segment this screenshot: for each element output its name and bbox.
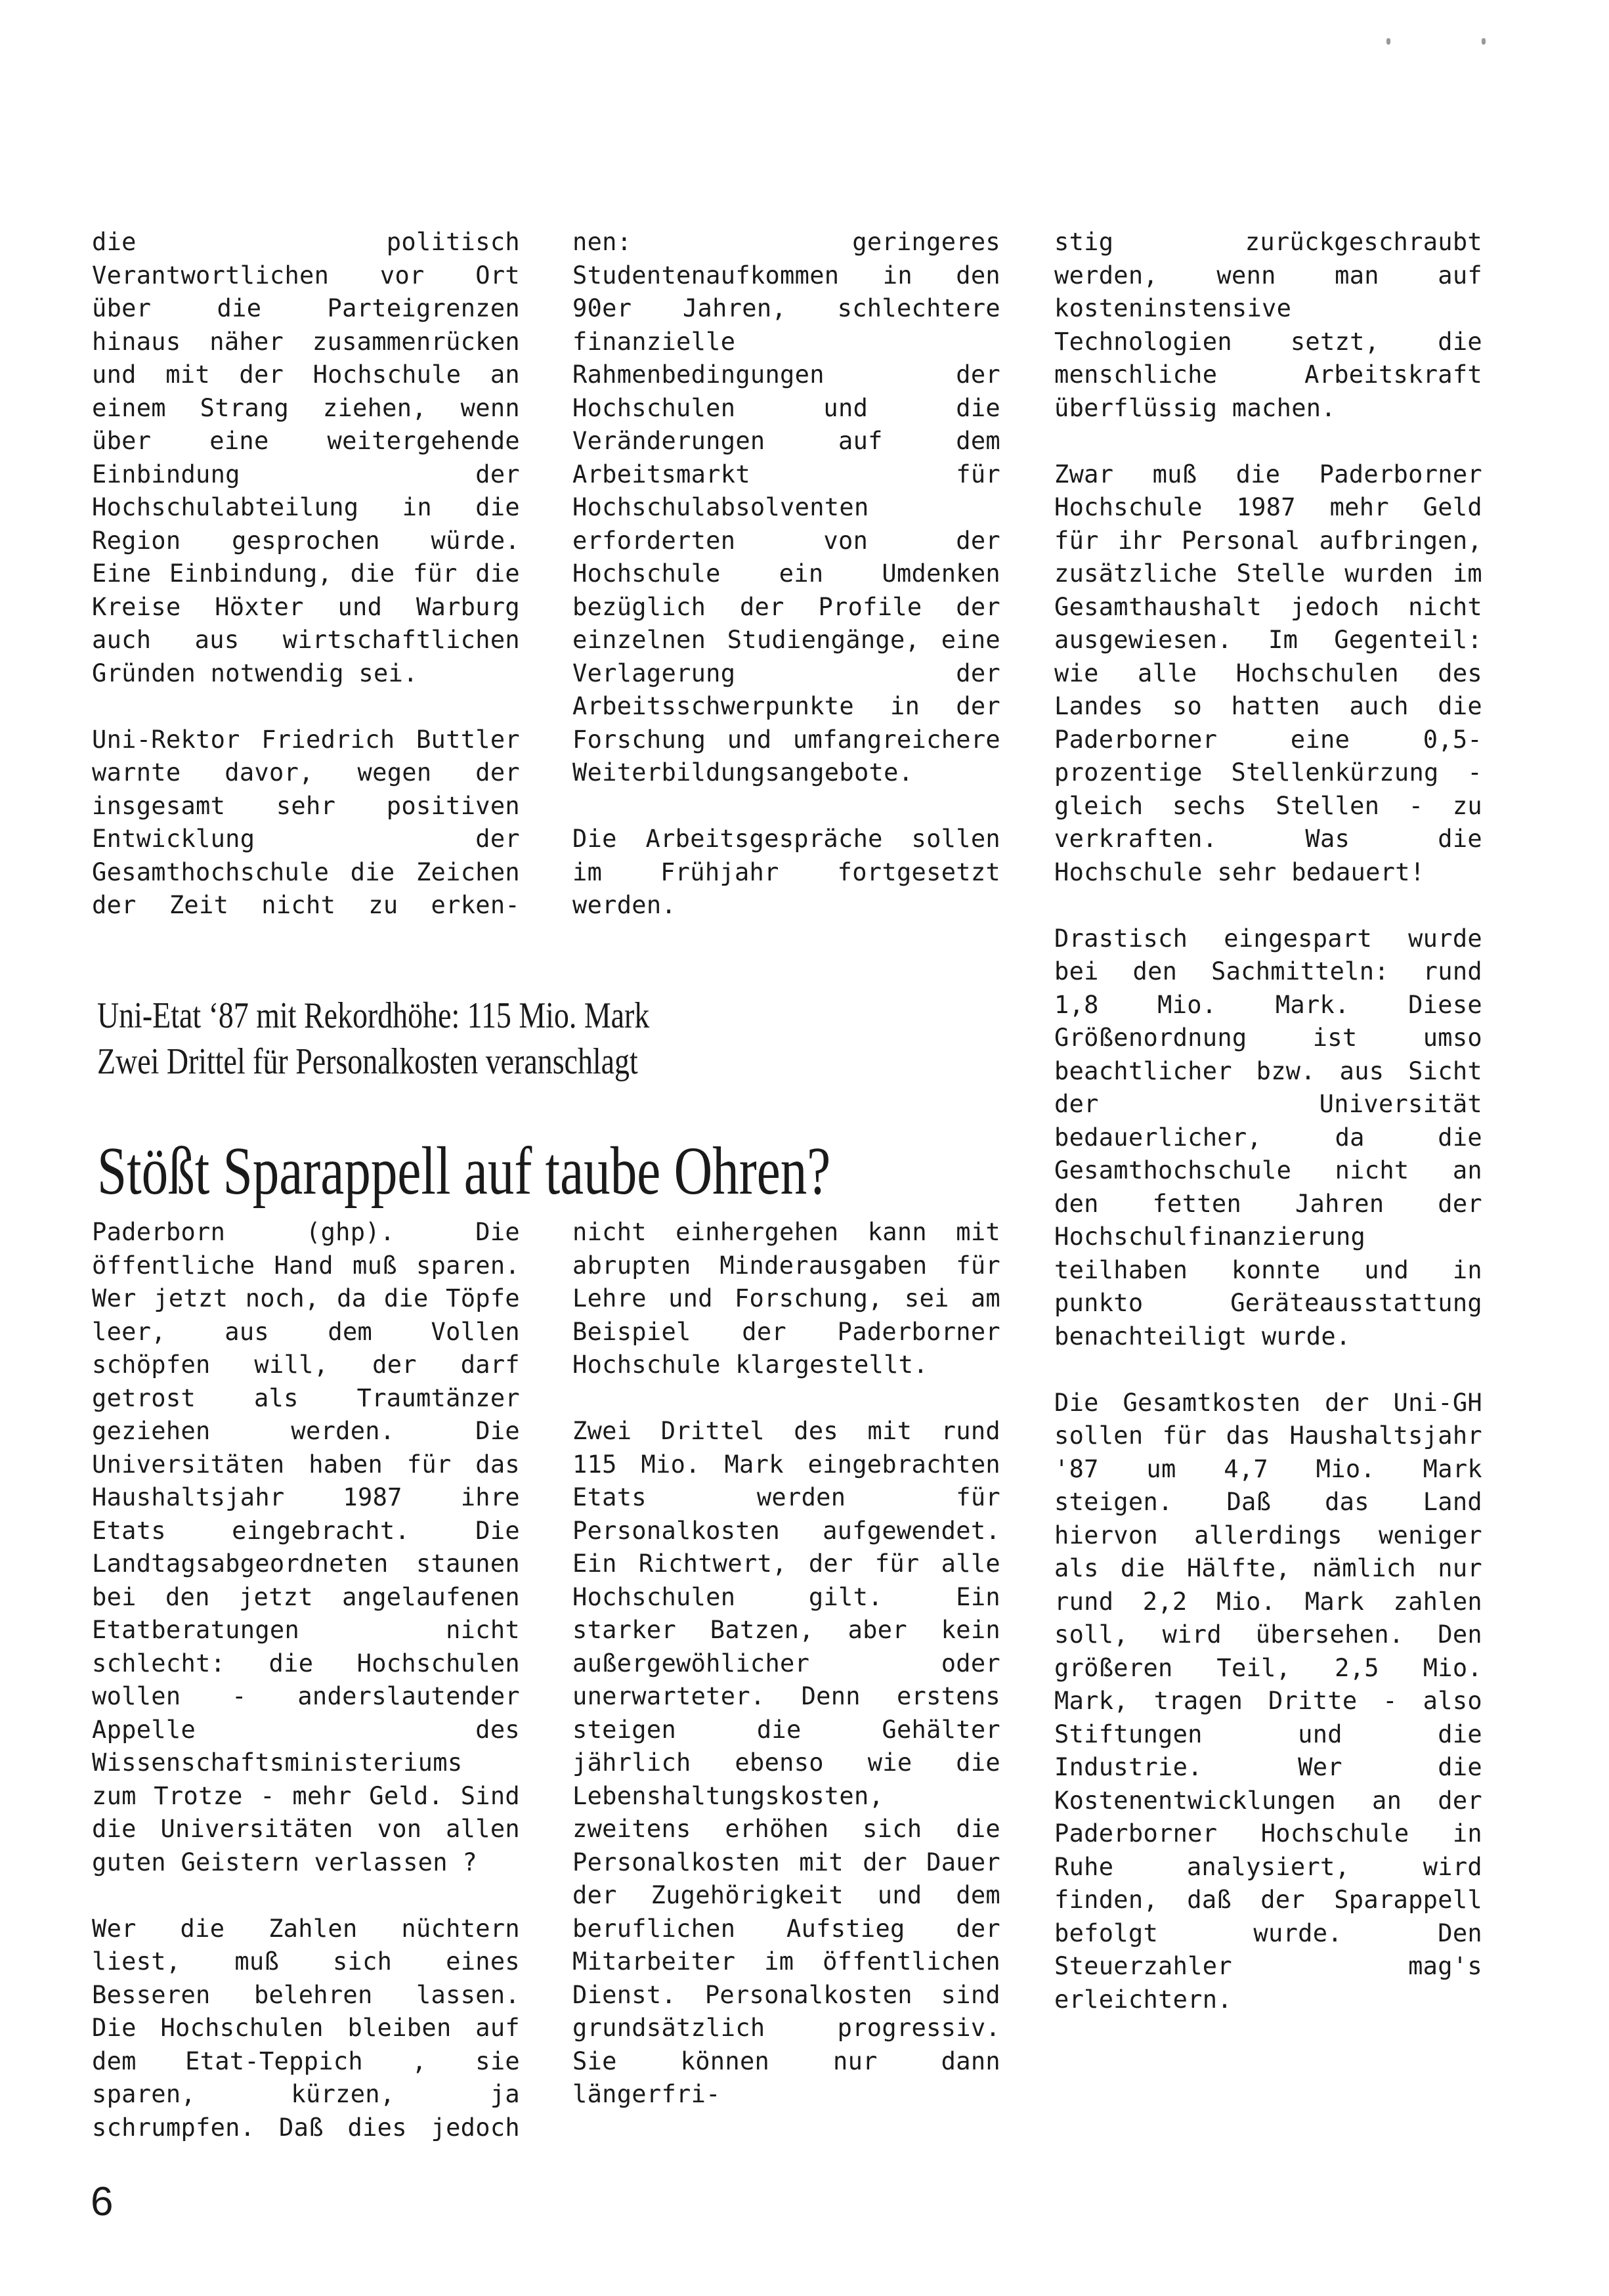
paragraph: Zwei Drittel des mit rund 115 Mio. Mark eingebrachten Etats werden für Personalkosten aufgewendet. Ein Richtwert, der für alle Hochschulen gilt. Ein starker Batzen, aber kein außergewöhlicher oder unerwarteter. Denn erstens steigen die Gehälter jährlich ebenso wie die Lebenshaltungskosten, zweitens erhöhen sich die Personalkosten mit der Dauer der Zugehörigkeit und dem beruflichen Aufstieg der Mitarbeiter im öffentlichen Dienst. Personalkosten sind grundsätzlich progressiv. Sie können nur dann längerfri- — [572, 1417, 1000, 2108]
scan-mark-1 — [1386, 38, 1390, 45]
paragraph: nen: geringeres Studentenaufkommen in den 90er Jahren, schlechtere finanzielle Rahmenbedingungen der Hochschulen und die Veränderungen auf dem Arbeitsmarkt für Hochschulabsolventen erforderten von der Hochschule ein Umdenken bezüglich der Profile der einzelnen Studiengänge, eine Verlagerung der Arbeitsschwerpunkte in der Forschung und umfangreichere Weiterbildungsangebote. — [572, 228, 1000, 787]
article-bottom-column-2 — [572, 1216, 1000, 2112]
paragraph: Uni-Rektor Friedrich Buttler warnte davor, wegen der insgesamt sehr positiven Entwicklung der Gesamthochschule die Zeichen der Zeit nicht zu erken- — [92, 725, 520, 919]
page-number: 6 — [91, 2179, 114, 2224]
paragraph: Die Arbeitsgespräche sollen im Frühjahr fortgesetzt werden. — [572, 825, 1000, 919]
paragraph: stig zurückgeschraubt werden, wenn man auf kosteninstensive Technologien setzt, die menschliche Arbeitskraft überflüssig machen. — [1054, 228, 1482, 422]
article-top-column-3 — [1054, 226, 1482, 2016]
article-top-column-1 — [92, 226, 520, 922]
article-bottom-column-1 — [92, 1216, 520, 2144]
paragraph: Drastisch eingespart wurde bei den Sachmitteln: rund 1,8 Mio. Mark. Diese Größenordnung ist umso beachtlicher bzw. aus Sicht der Universität bedauerlicher, da die Gesamthochschule nicht an den fetten Jahren der Hochschulfinanzierung teilhaben konnte und in punkto Geräteausstattung benachteiligt wurde. — [1054, 924, 1482, 1351]
headline-subtitle-2: Zwei Drittel für Personalkosten veranschlagt — [97, 1041, 638, 1082]
paragraph: die politisch Verantwortlichen vor Ort über die Parteigrenzen hinaus näher zusammenrücken und mit der Hochschule an einem Strang ziehen, wenn über eine weitergehende Einbindung der Hochschulabteilung in die Region gesprochen würde. Eine Einbindung, die für die Kreise Höxter und Warburg auch aus wirtschaftlichen Gründen notwendig sei. — [92, 228, 520, 687]
paragraph: Wer die Zahlen nüchtern liest, muß sich eines Besseren belehren lassen. Die Hochschulen bleiben auf dem Etat-Teppich , sie sparen, kürzen, ja schrumpfen. Daß dies jedoch — [92, 1914, 520, 2142]
paragraph: Zwar muß die Paderborner Hochschule 1987 mehr Geld für ihr Personal aufbringen, zusätzliche Stelle wurden im Gesamthaushalt jedoch nicht ausgewiesen. Im Gegenteil: wie alle Hochschulen des Landes so hatten auch die Paderborner eine 0,5-prozentige Stellenkürzung - gleich sechs Stellen - zu verkraften. Was die Hochschule sehr bedauert! — [1054, 460, 1482, 886]
paragraph: Paderborn (ghp). Die öffentliche Hand muß sparen. Wer jetzt noch, da die Töpfe leer, aus dem Vollen schöpfen will, der darf getrost als Traumtänzer geziehen werden. Die Universitäten haben für das Haushaltsjahr 1987 ihre Etats eingebracht. Die Landtagsabgeordneten staunen bei den jetzt angelaufenen Etatberatungen nicht schlecht: die Hochschulen wollen - anderslautender Appelle des Wissenschaftsministeriums zum Trotze - mehr Geld. Sind die Universitäten von allen guten Geistern verlassen ? — [92, 1218, 520, 1876]
scan-mark-2 — [1482, 38, 1486, 45]
paragraph: Die Gesamtkosten der Uni-GH sollen für das Haushaltsjahr '87 um 4,7 Mio. Mark steigen. Daß das Land hiervon allerdings weniger als die Hälfte, nämlich nur rund 2,2 Mio. Mark zahlen soll, wird übersehen. Den größeren Teil, 2,5 Mio. Mark, tragen Dritte - also Stiftungen und die Industrie. Wer die Kostenentwicklungen an der Paderborner Hochschule in Ruhe analysiert, wird finden, daß der Sparappell befolgt wurde. Den Steuerzahler mag's erleichtern. — [1054, 1388, 1482, 2014]
paragraph: nicht einhergehen kann mit abrupten Minderausgaben für Lehre und Forschung, sei am Beispiel der Paderborner Hochschule klargestellt. — [572, 1218, 1000, 1379]
article-top-column-2 — [572, 226, 1000, 922]
headline-title: Stößt Sparappell auf taube Ohren? — [97, 1133, 831, 1209]
headline-subtitle-1: Uni-Etat ‘87 mit Rekordhöhe: 115 Mio. Mark — [97, 995, 650, 1036]
